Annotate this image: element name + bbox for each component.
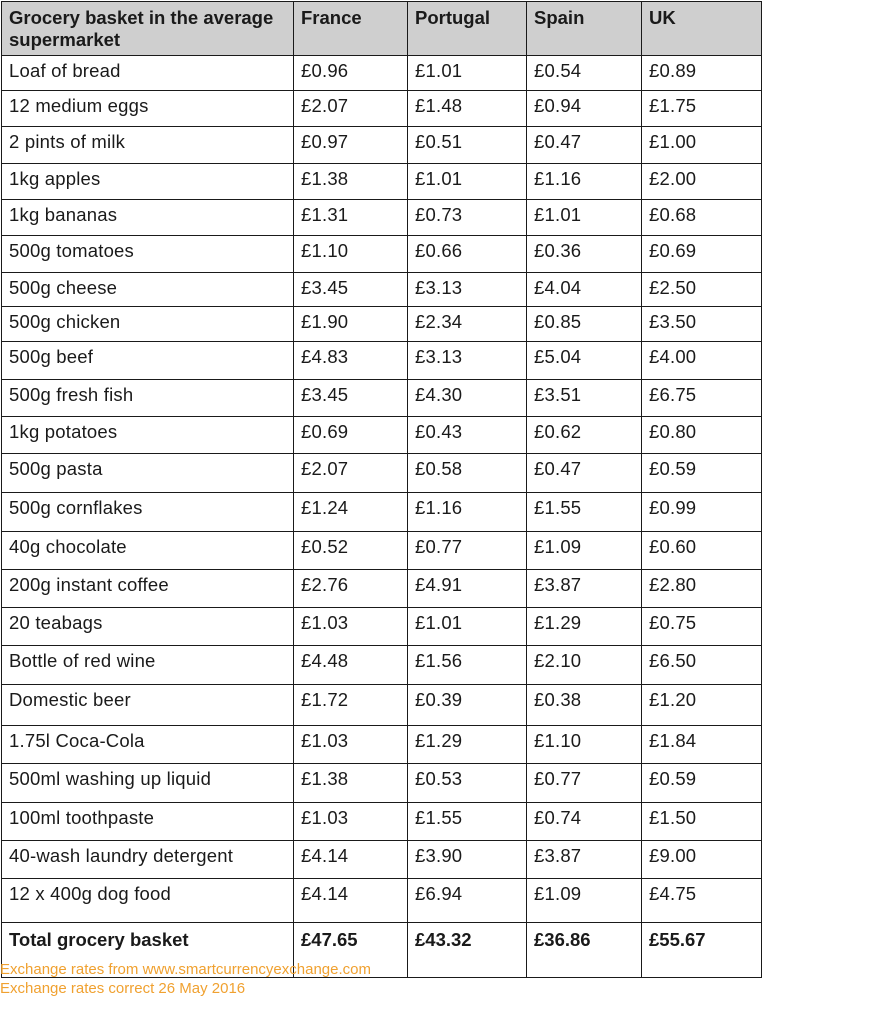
table-row (2, 532, 762, 570)
portugal-price-cell: £6.94 (408, 879, 527, 923)
spain-price-cell: £0.74 (527, 803, 642, 841)
item-cell: 200g instant coffee (2, 570, 294, 608)
item-cell: 1.75l Coca-Cola (2, 726, 294, 764)
portugal-price-cell: £1.01 (408, 608, 527, 646)
header-item: Grocery basket in the average supermarket (2, 2, 294, 56)
table-row (2, 803, 762, 841)
item-cell: 40g chocolate (2, 532, 294, 570)
grocery-price-table (1, 1, 762, 978)
uk-price-cell: £0.59 (642, 454, 762, 493)
spain-price-cell: £4.04 (527, 273, 642, 307)
header-spain: Spain (527, 2, 642, 56)
table-row (2, 200, 762, 236)
uk-price-cell: £6.75 (642, 380, 762, 417)
spain-price-cell: £0.94 (527, 91, 642, 127)
table-row (2, 273, 762, 307)
item-cell: 12 medium eggs (2, 91, 294, 127)
table-header (2, 2, 762, 56)
item-cell: 2 pints of milk (2, 127, 294, 164)
spain-price-cell: £3.51 (527, 380, 642, 417)
portugal-price-cell: £1.29 (408, 726, 527, 764)
spain-price-cell: £5.04 (527, 342, 642, 380)
item-cell: 500ml washing up liquid (2, 764, 294, 803)
table-row (2, 608, 762, 646)
item-cell: Domestic beer (2, 685, 294, 726)
spain-price-cell: £1.29 (527, 608, 642, 646)
portugal-price-cell: £0.43 (408, 417, 527, 454)
france-price-cell: £1.03 (294, 726, 408, 764)
table-row (2, 56, 762, 91)
exchange-date-note: Exchange rates correct 26 May 2016 (0, 980, 246, 997)
table-row (2, 417, 762, 454)
item-cell: 100ml toothpaste (2, 803, 294, 841)
item-cell: Loaf of bread (2, 56, 294, 91)
portugal-price-cell: £0.73 (408, 200, 527, 236)
uk-price-cell: £0.60 (642, 532, 762, 570)
item-cell: 500g beef (2, 342, 294, 380)
uk-price-cell: £3.50 (642, 307, 762, 342)
item-cell: 1kg apples (2, 164, 294, 200)
spain-price-cell: £0.77 (527, 764, 642, 803)
spain-price-cell: £3.87 (527, 570, 642, 608)
france-price-cell: £0.69 (294, 417, 408, 454)
france-price-cell: £1.72 (294, 685, 408, 726)
uk-price-cell: £0.75 (642, 608, 762, 646)
portugal-price-cell: £0.58 (408, 454, 527, 493)
spain-price-cell: £1.10 (527, 726, 642, 764)
uk-price-cell: £1.00 (642, 127, 762, 164)
item-cell: 500g pasta (2, 454, 294, 493)
spain-price-cell: £0.85 (527, 307, 642, 342)
uk-price-cell: £2.00 (642, 164, 762, 200)
table-row (2, 646, 762, 685)
portugal-price-cell: £0.77 (408, 532, 527, 570)
item-cell: 12 x 400g dog food (2, 879, 294, 923)
france-price-cell: £0.96 (294, 56, 408, 91)
total-label: Total grocery basket (2, 923, 294, 978)
france-price-cell: £1.38 (294, 764, 408, 803)
item-cell: 500g fresh fish (2, 380, 294, 417)
portugal-price-cell: £4.30 (408, 380, 527, 417)
portugal-price-cell: £3.13 (408, 342, 527, 380)
spain-price-cell: £0.47 (527, 454, 642, 493)
table-row (2, 764, 762, 803)
portugal-price-cell: £3.90 (408, 841, 527, 879)
portugal-price-cell: £0.66 (408, 236, 527, 273)
spain-price-cell: £0.47 (527, 127, 642, 164)
table-row (2, 307, 762, 342)
portugal-price-cell: £3.13 (408, 273, 527, 307)
france-price-cell: £4.14 (294, 879, 408, 923)
total-france: £47.65 (294, 923, 408, 978)
portugal-price-cell: £0.39 (408, 685, 527, 726)
item-cell: 40-wash laundry detergent (2, 841, 294, 879)
france-price-cell: £4.83 (294, 342, 408, 380)
france-price-cell: £1.38 (294, 164, 408, 200)
france-price-cell: £0.97 (294, 127, 408, 164)
france-price-cell: £1.10 (294, 236, 408, 273)
france-price-cell: £1.31 (294, 200, 408, 236)
uk-price-cell: £6.50 (642, 646, 762, 685)
france-price-cell: £3.45 (294, 273, 408, 307)
table-row (2, 236, 762, 273)
uk-price-cell: £1.84 (642, 726, 762, 764)
france-price-cell: £1.90 (294, 307, 408, 342)
spain-price-cell: £1.16 (527, 164, 642, 200)
spain-price-cell: £3.87 (527, 841, 642, 879)
table-row (2, 380, 762, 417)
table-row (2, 127, 762, 164)
header-france: France (294, 2, 408, 56)
portugal-price-cell: £0.53 (408, 764, 527, 803)
spain-price-cell: £2.10 (527, 646, 642, 685)
portugal-price-cell: £1.16 (408, 493, 527, 532)
table-row (2, 841, 762, 879)
france-price-cell: £4.14 (294, 841, 408, 879)
item-cell: 500g cheese (2, 273, 294, 307)
portugal-price-cell: £0.51 (408, 127, 527, 164)
uk-price-cell: £1.75 (642, 91, 762, 127)
uk-price-cell: £0.69 (642, 236, 762, 273)
item-cell: 1kg potatoes (2, 417, 294, 454)
spain-price-cell: £0.62 (527, 417, 642, 454)
spain-price-cell: £0.36 (527, 236, 642, 273)
table-row (2, 570, 762, 608)
portugal-price-cell: £1.55 (408, 803, 527, 841)
uk-price-cell: £0.59 (642, 764, 762, 803)
spain-price-cell: £1.01 (527, 200, 642, 236)
uk-price-cell: £2.50 (642, 273, 762, 307)
item-cell: 500g chicken (2, 307, 294, 342)
uk-price-cell: £4.00 (642, 342, 762, 380)
portugal-price-cell: £1.48 (408, 91, 527, 127)
spain-price-cell: £1.09 (527, 532, 642, 570)
total-uk: £55.67 (642, 923, 762, 978)
uk-price-cell: £9.00 (642, 841, 762, 879)
uk-price-cell: £1.50 (642, 803, 762, 841)
france-price-cell: £2.07 (294, 91, 408, 127)
france-price-cell: £3.45 (294, 380, 408, 417)
france-price-cell: £1.03 (294, 803, 408, 841)
header-uk: UK (642, 2, 762, 56)
spain-price-cell: £1.09 (527, 879, 642, 923)
uk-price-cell: £0.68 (642, 200, 762, 236)
table-row (2, 454, 762, 493)
total-spain: £36.86 (527, 923, 642, 978)
item-cell: 500g tomatoes (2, 236, 294, 273)
table-row (2, 91, 762, 127)
uk-price-cell: £4.75 (642, 879, 762, 923)
exchange-source-note: Exchange rates from www.smartcurrencyexchange.com (0, 961, 371, 978)
item-cell: 1kg bananas (2, 200, 294, 236)
france-price-cell: £4.48 (294, 646, 408, 685)
uk-price-cell: £2.80 (642, 570, 762, 608)
uk-price-cell: £0.99 (642, 493, 762, 532)
header-row (2, 2, 762, 56)
france-price-cell: £2.07 (294, 454, 408, 493)
table-row (2, 164, 762, 200)
table-row (2, 879, 762, 923)
total-portugal: £43.32 (408, 923, 527, 978)
spain-price-cell: £1.55 (527, 493, 642, 532)
table-row (2, 726, 762, 764)
uk-price-cell: £1.20 (642, 685, 762, 726)
portugal-price-cell: £2.34 (408, 307, 527, 342)
portugal-price-cell: £4.91 (408, 570, 527, 608)
portugal-price-cell: £1.01 (408, 56, 527, 91)
table-body (2, 56, 762, 923)
item-cell: Bottle of red wine (2, 646, 294, 685)
spain-price-cell: £0.54 (527, 56, 642, 91)
uk-price-cell: £0.89 (642, 56, 762, 91)
header-portugal: Portugal (408, 2, 527, 56)
france-price-cell: £1.24 (294, 493, 408, 532)
table-row (2, 493, 762, 532)
france-price-cell: £2.76 (294, 570, 408, 608)
uk-price-cell: £0.80 (642, 417, 762, 454)
france-price-cell: £0.52 (294, 532, 408, 570)
spain-price-cell: £0.38 (527, 685, 642, 726)
table-row (2, 685, 762, 726)
france-price-cell: £1.03 (294, 608, 408, 646)
portugal-price-cell: £1.56 (408, 646, 527, 685)
item-cell: 500g cornflakes (2, 493, 294, 532)
table-row (2, 342, 762, 380)
portugal-price-cell: £1.01 (408, 164, 527, 200)
footnotes (0, 960, 371, 998)
item-cell: 20 teabags (2, 608, 294, 646)
